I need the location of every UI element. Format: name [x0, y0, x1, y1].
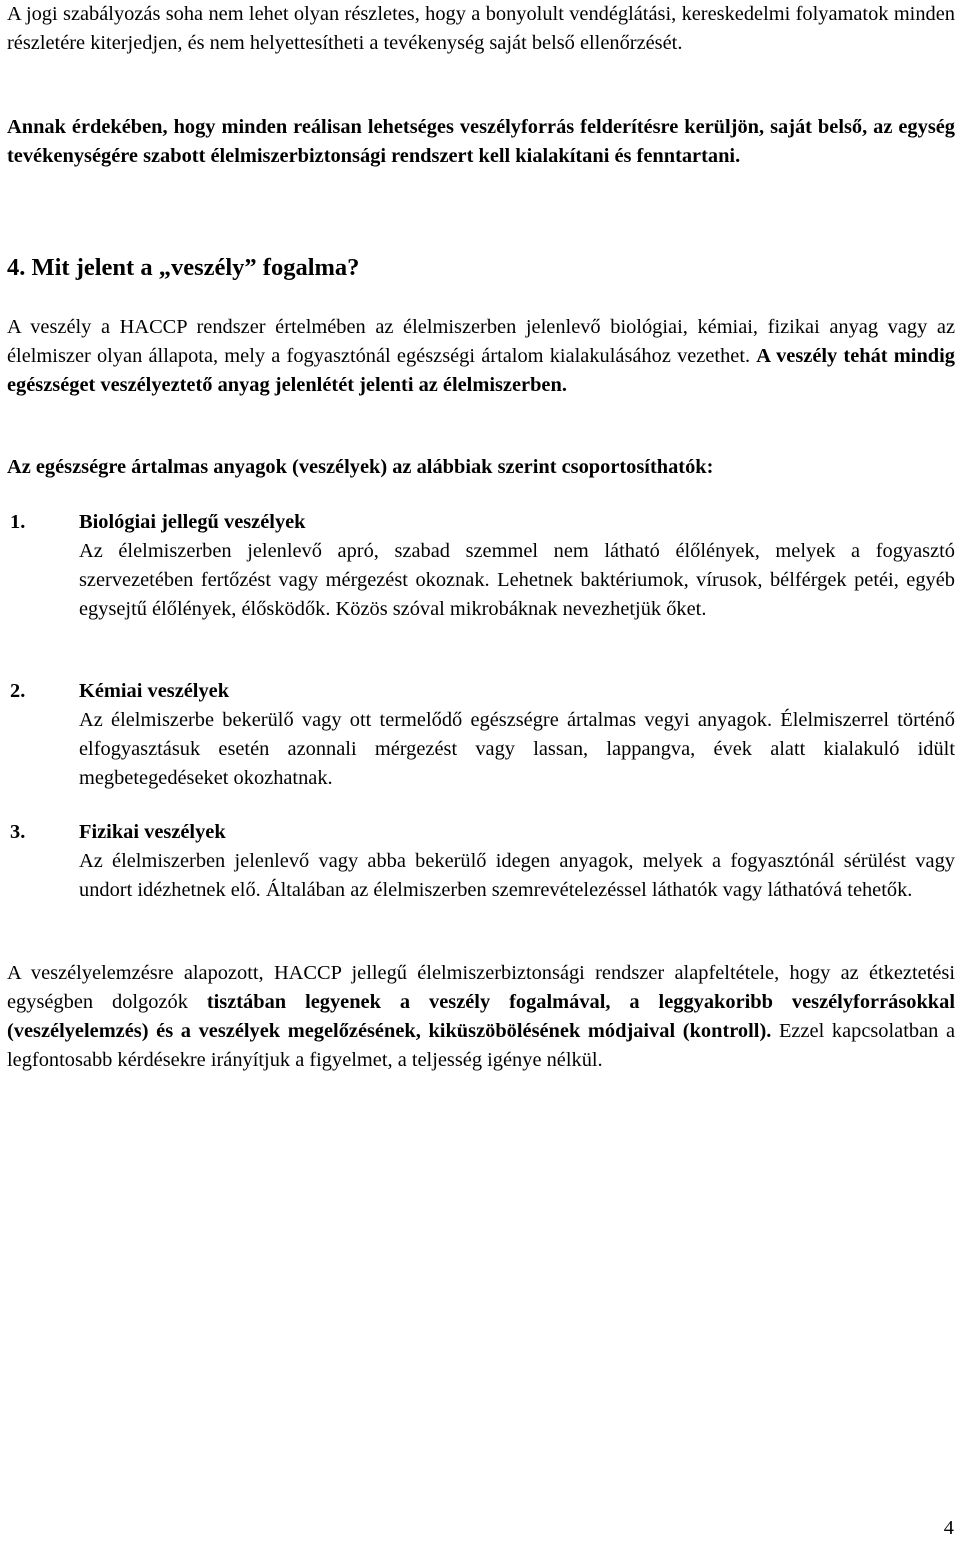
list-item-title: Biológiai jellegű veszélyek	[79, 511, 306, 533]
groups-intro: Az egészségre ártalmas anyagok (veszélyek) az alábbiak szerint csoportosíthatók:	[7, 456, 714, 478]
closing-text-end: Ezzel kapcsolatban a legfontosabb kérdésekre irányítjuk a figyelmet, a teljesség igénye nélkül.	[7, 1020, 956, 1071]
page-number: 4	[943, 1517, 954, 1539]
list-item-title: Kémiai veszélyek	[79, 680, 230, 702]
list-item-body: Az élelmiszerben jelenlevő vagy abba bekerülő idegen anyagok, melyek a fogyasztónál sérülést vagy undort idézhetnek elő. Általában az élelmiszerben szemrevételezéssel láthatók vagy láthatóvá tehetők.	[79, 850, 955, 901]
purpose-paragraph: Annak érdekében, hogy minden reálisan lehetséges veszélyforrás felderítésre kerüljön, saját belső, az egység tevékenységére szabott élelmiszerbiztonsági rendszert kell kialakítani és fenntartani.	[7, 116, 955, 167]
list-item-number: 2.	[10, 680, 26, 702]
definition-emphasis: A veszély tehát mindig egészséget veszélyeztető anyag jelenlétét jelenti az élelmiszerben.	[7, 345, 955, 396]
list-item-number: 3.	[10, 821, 26, 843]
list-item-body: Az élelmiszerben jelenlevő apró, szabad szemmel nem látható élőlények, melyek a fogyasztó szervezetében fertőzést vagy mérgezést okoznak. Lehetnek baktériumok, vírusok, bélférgek petéi, egyéb egysejtű élőlények, élősködők. Közös szóval mikrobáknak nevezhetjük őket.	[79, 540, 955, 620]
intro-paragraph: A jogi szabályozás soha nem lehet olyan részletes, hogy a bonyolult vendéglátási, kereskedelmi folyamatok minden részletére kiterjedjen, és nem helyettesítheti a tevékenység saját belső ellenőrzését.	[7, 3, 955, 54]
section-heading: 4. Mit jelent a „veszély” fogalma?	[7, 254, 360, 281]
closing-emphasis: tisztában legyenek a veszély fogalmával, a leggyakoribb veszélyforrásokkal (veszélyelemzés) és a veszélyek megelőzésének, kiküszöbölésének módjaival (kontroll).	[7, 991, 955, 1042]
definition-text: A veszély a HACCP rendszer értelmében az élelmiszerben jelenlevő biológiai, kémiai, fizikai anyag vagy az élelmiszer olyan állapota, mely a fogyasztónál egészségi ártalom kialakulásához vezethet.	[7, 316, 955, 367]
list-item-body: Az élelmiszerbe bekerülő vagy ott termelődő egészségre ártalmas vegyi anyagok. Élelmiszerrel történő elfogyasztásuk esetén azonnali mérgezést vagy lassan, lappangva, évek alatt kialakuló idült megbetegedéseket okozhatnak.	[79, 709, 955, 789]
closing-paragraph	[7, 959, 955, 1075]
list-item-number: 1.	[10, 511, 26, 533]
closing-text-start: A veszélyelemzésre alapozott, HACCP jellegű élelmiszerbiztonsági rendszer alapfeltétele, hogy az étkeztetési egységben dolgozók	[7, 962, 955, 1013]
list-item-title: Fizikai veszélyek	[79, 821, 226, 843]
definition-paragraph	[7, 313, 955, 400]
